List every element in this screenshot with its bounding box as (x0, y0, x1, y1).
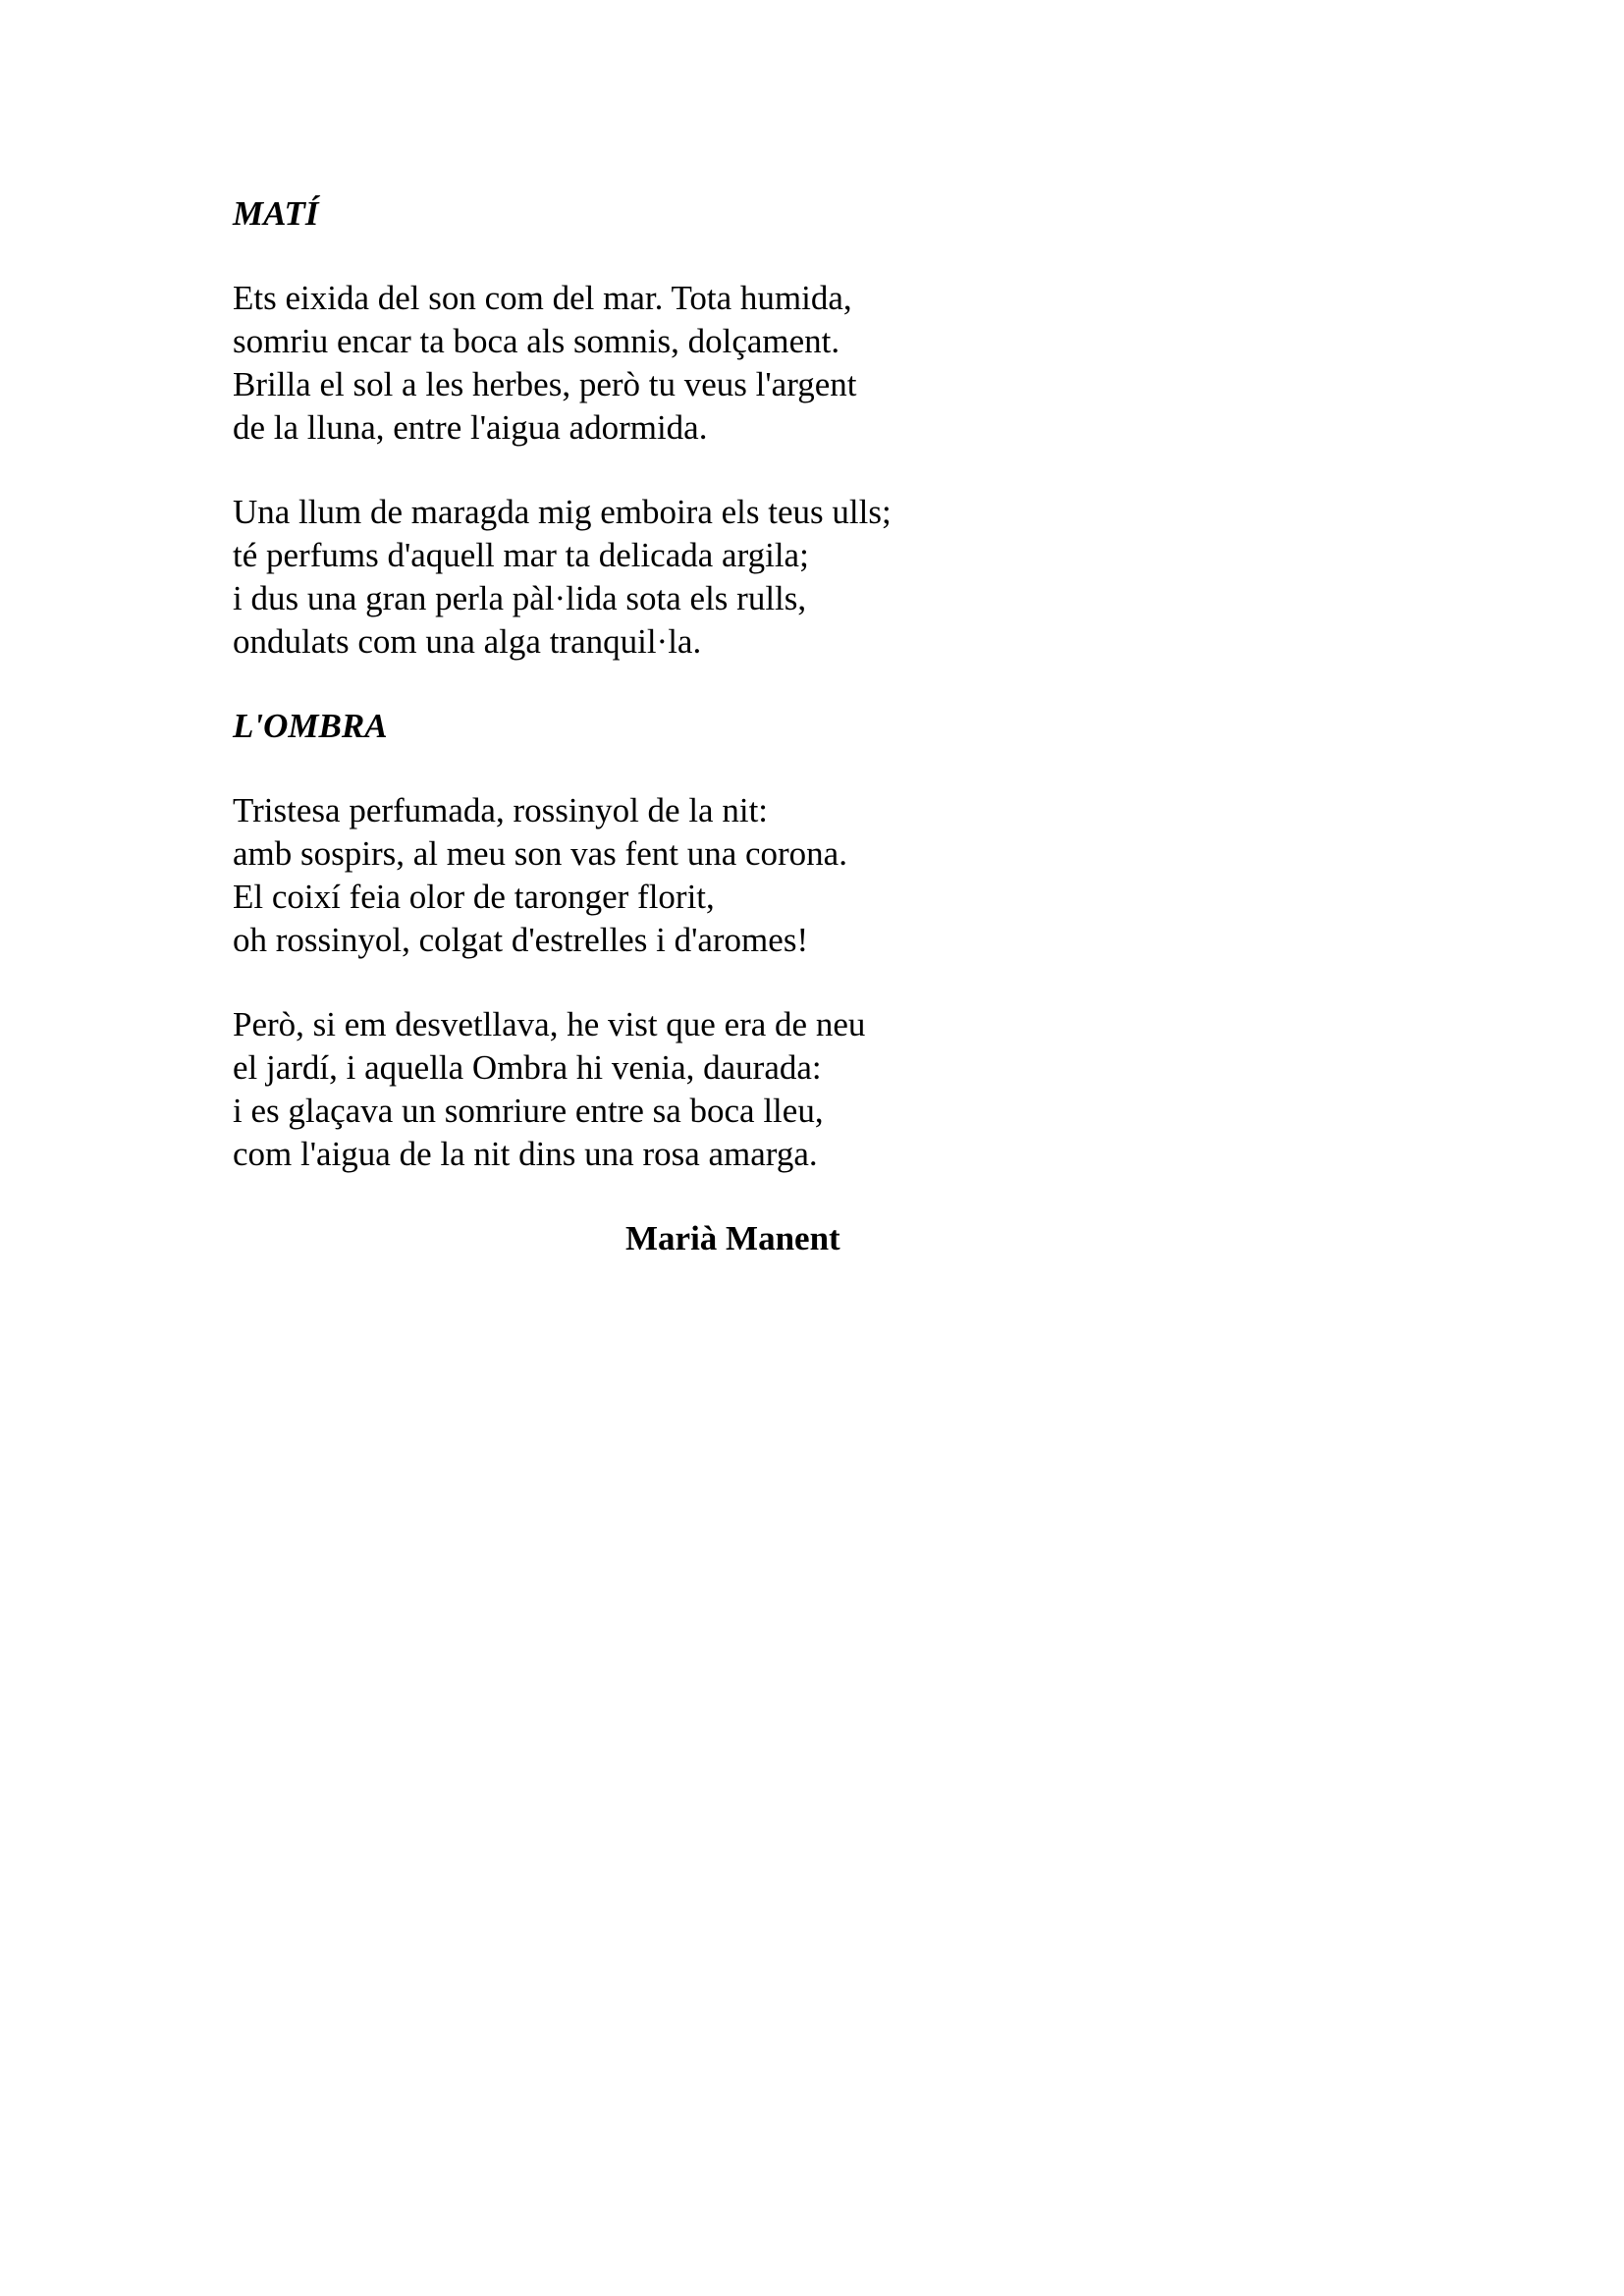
verse-line: oh rossinyol, colgat d'estrelles i d'aromes! (233, 921, 809, 959)
author-signature: Marià Manent (625, 1219, 840, 1257)
verse-line: el jardí, i aquella Ombra hi venia, daurada: (233, 1048, 822, 1087)
verse-line: de la lluna, entre l'aigua adormida. (233, 408, 708, 447)
stanza (233, 491, 1116, 664)
poem-title-ombra: L'OMBRA (233, 707, 388, 745)
poem-title-mati: MATÍ (233, 194, 319, 233)
verse-line: i dus una gran perla pàl·lida sota els rulls, (233, 579, 807, 617)
verse-line: Una llum de maragda mig emboira els teus ulls; (233, 493, 892, 531)
verse-line: i es glaçava un somriure entre sa boca lleu, (233, 1092, 824, 1130)
verse-line: com l'aigua de la nit dins una rosa amarga. (233, 1135, 818, 1173)
verse-line: somriu encar ta boca als somnis, dolçament. (233, 322, 840, 360)
verse-line: Tristesa perfumada, rossinyol de la nit: (233, 791, 769, 829)
verse-line: Però, si em desvetllava, he vist que era de neu (233, 1005, 866, 1043)
verse-line: té perfums d'aquell mar ta delicada argila; (233, 536, 809, 574)
verse-line: ondulats com una alga tranquil·la. (233, 622, 702, 661)
stanza (233, 277, 1116, 450)
stanza (233, 789, 1116, 962)
stanza (233, 1003, 1116, 1176)
verse-line: Brilla el sol a les herbes, però tu veus l'argent (233, 365, 857, 403)
verse-line: Ets eixida del son com del mar. Tota humida, (233, 279, 852, 317)
document-content (233, 192, 1116, 1260)
verse-line: amb sospirs, al meu son vas fent una corona. (233, 834, 847, 873)
verse-line: El coixí feia olor de taronger florit, (233, 878, 715, 916)
